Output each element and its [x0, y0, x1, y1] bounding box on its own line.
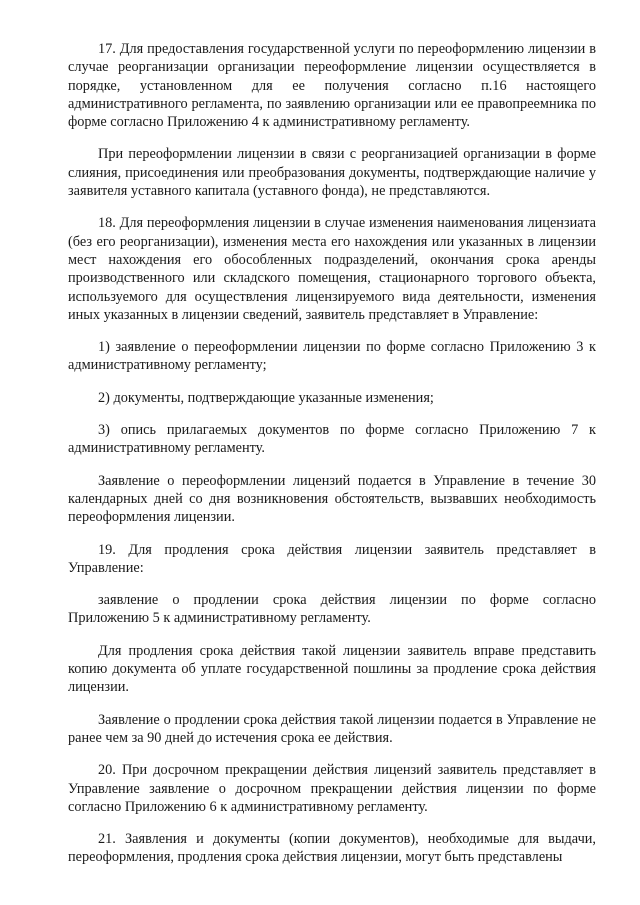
paragraph-18-item-3: 3) опись прилагаемых документов по форме согласно Приложению 7 к административному регламенту. — [68, 422, 596, 457]
paragraph-19: 19. Для продления срока действия лицензии заявитель представляет в Управление: — [68, 541, 596, 576]
document-page — [68, 40, 596, 867]
paragraph-18-item-2: 2) документы, подтверждающие указанные изменения; — [98, 389, 434, 406]
paragraph-17-reorganization-note: При переоформлении лицензии в связи с реорганизацией организации в форме слияния, присоединения или преобразования документы, подтверждающие наличие у заявителя уставного капитала (уставного фонда), не представляются. — [68, 146, 596, 200]
paragraph-19-fee-copy: Для продления срока действия такой лицензии заявитель вправе представить копию документа об уплате государственной пошлины за продление срока действия лицензии. — [68, 642, 596, 696]
paragraph-18-item-1: 1) заявление о переоформлении лицензии по форме согласно Приложению 3 к административному регламенту; — [68, 339, 596, 374]
paragraph-18: 18. Для переоформления лицензии в случае изменения наименования лицензиата (без его реорганизации), изменения места его нахождения или указанных в лицензии мест нахождения его обособленных подразделений, окончания срока аренды производственного или складского помещения, стационарного торгового объекта, используемого для осуществления лицензируемого вида деятельности, изменения иных указанных в лицензии сведений, заявитель представляет в Управление: — [68, 215, 596, 323]
paragraph-18-deadline: Заявление о переоформлении лицензий подается в Управление в течение 30 календарных дней со дня возникновения обстоятельств, вызвавших необходимость переоформления лицензии. — [68, 472, 596, 526]
paragraph-21: 21. Заявления и документы (копии документов), необходимые для выдачи, переоформления, продления срока действия лицензии, могут быть представлены — [68, 831, 596, 866]
paragraph-17: 17. Для предоставления государственной услуги по переоформлению лицензии в случае реорганизации организации переоформление лицензии осуществляется в порядке, установленном для ее получения согласно п.16 настоящего административного регламента, по заявлению организации или ее правопреемника по форме согласно Приложению 4 к административному регламенту. — [68, 41, 596, 131]
paragraph-19-application: заявление о продлении срока действия лицензии по форме согласно Приложению 5 к административному регламенту. — [68, 592, 596, 627]
paragraph-20: 20. При досрочном прекращении действия лицензий заявитель представляет в Управление заявление о досрочном прекращении действия лицензии по форме согласно Приложению 6 к административному регламенту. — [68, 762, 596, 815]
paragraph-19-deadline: Заявление о продлении срока действия такой лицензии подается в Управление не ранее чем за 90 дней до истечения срока ее действия. — [68, 711, 596, 746]
